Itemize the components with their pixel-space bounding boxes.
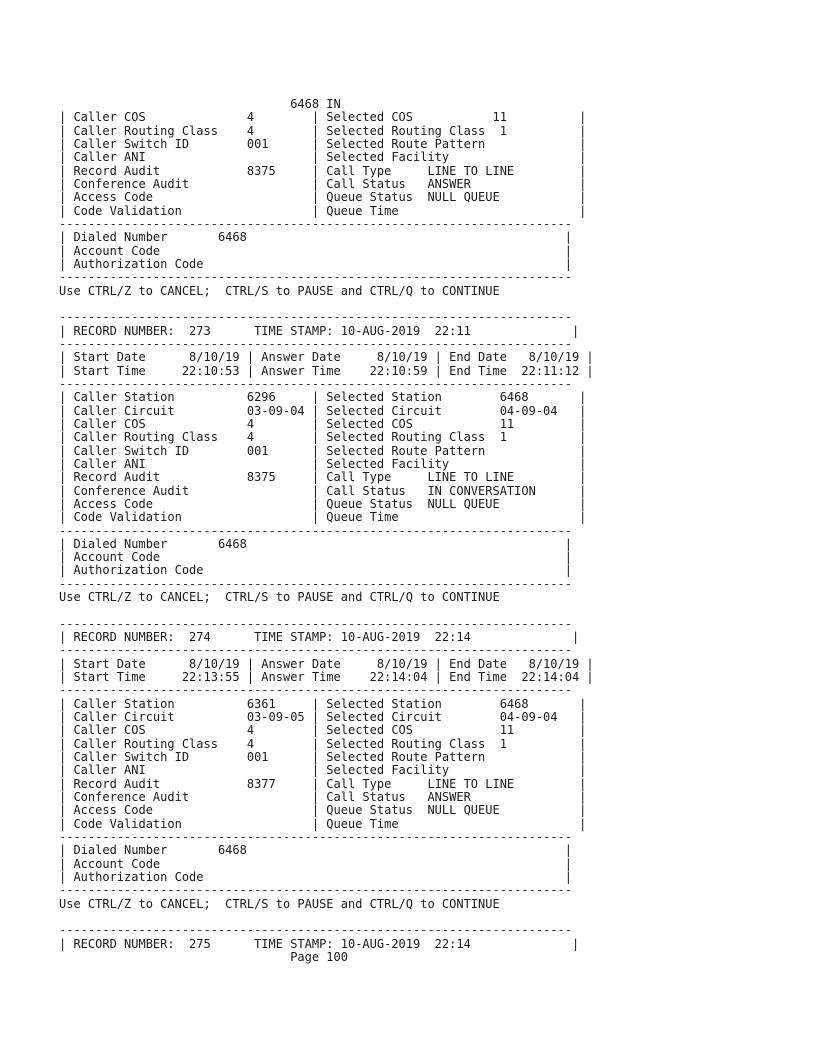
separator-line: ----------------------------------------------------------------------- [59, 336, 572, 351]
separator-line: ----------------------------------------------------------------------- [59, 643, 572, 658]
separator-line: ----------------------------------------------------------------------- [59, 523, 572, 538]
separator-line: ----------------------------------------------------------------------- [59, 830, 572, 845]
call-detail-printout [59, 98, 594, 964]
separator-line: ----------------------------------------------------------------------- [59, 270, 572, 285]
detail-line: | Record Audit 8375 | Call Type LINE TO LINE | [59, 470, 587, 485]
fragment-line: | Record Audit 8375 | Call Type LINE TO LINE | [59, 163, 587, 178]
date-row: | Start Date 8/10/19 | Answer Date 8/10/19 | End Date 8/10/19 | [59, 350, 594, 365]
detail-line: | Code Validation | Queue Time | [59, 510, 587, 525]
fragment-line: 6468 IN [59, 97, 341, 111]
account-line: | Account Code | [59, 856, 572, 871]
detail-line: | Caller Routing Class 4 | Selected Routing Class 1 | [59, 430, 587, 445]
blank-line [59, 911, 594, 924]
record-header: | RECORD NUMBER: 274 TIME STAMP: 10-AUG-2019 22:14 | [59, 630, 580, 645]
separator-line: ----------------------------------------------------------------------- [59, 310, 572, 325]
fragment-line: | Dialed Number 6468 | [59, 230, 572, 245]
blank-line [59, 298, 594, 311]
separator-line: ----------------------------------------------------------------------- [59, 883, 572, 898]
fragment-line: | Account Code | [59, 243, 572, 258]
separator-line: ----------------------------------------------------------------------- [59, 216, 572, 231]
record-274 [59, 618, 594, 911]
authorization-line: | Authorization Code | [59, 870, 572, 885]
detail-line: | Caller Switch ID 001 | Selected Route Pattern | [59, 750, 587, 765]
separator-line: ----------------------------------------------------------------------- [59, 616, 572, 631]
detail-line: | Record Audit 8377 | Call Type LINE TO LINE | [59, 776, 587, 791]
separator-line: ----------------------------------------------------------------------- [59, 376, 572, 391]
authorization-line: | Authorization Code | [59, 563, 572, 578]
detail-line: | Access Code | Queue Status NULL QUEUE | [59, 496, 587, 511]
detail-line: | Caller COS 4 | Selected COS 11 | [59, 416, 587, 431]
detail-line: | Conference Audit | Call Status IN CONVERSATION | [59, 483, 587, 498]
detail-line: | Caller Switch ID 001 | Selected Route Pattern | [59, 443, 587, 458]
date-row: | Start Date 8/10/19 | Answer Date 8/10/19 | End Date 8/10/19 | [59, 656, 594, 671]
fragment-line: | Conference Audit | Call Status ANSWER | [59, 176, 587, 191]
record-275 [59, 924, 594, 951]
blank-line [59, 604, 594, 617]
detail-line: | Caller ANI | Selected Facility | [59, 763, 587, 778]
separator-line: ----------------------------------------------------------------------- [59, 683, 572, 698]
detail-line: | Caller Circuit 03-09-05 | Selected Circuit 04-09-04 | [59, 710, 587, 725]
control-hint: Use CTRL/Z to CANCEL; CTRL/S to PAUSE and CTRL/Q to CONTINUE [59, 590, 500, 605]
dialed-line: | Dialed Number 6468 | [59, 536, 572, 551]
detail-line: | Caller Circuit 03-09-04 | Selected Circuit 04-09-04 | [59, 403, 587, 418]
dialed-line: | Dialed Number 6468 | [59, 843, 572, 858]
detail-line: | Code Validation | Queue Time | [59, 816, 587, 831]
page-number: Page 100 [59, 950, 348, 964]
fragment-line: | Caller Routing Class 4 | Selected Routing Class 1 | [59, 123, 587, 138]
detail-line: | Caller ANI | Selected Facility | [59, 456, 587, 471]
fragment-line: | Access Code | Queue Status NULL QUEUE | [59, 190, 587, 205]
fragment-line: | Caller ANI | Selected Facility | [59, 150, 587, 165]
time-row: | Start Time 22:10:53 | Answer Time 22:10:59 | End Time 22:11:12 | [59, 363, 594, 378]
control-hint: Use CTRL/Z to CANCEL; CTRL/S to PAUSE and CTRL/Q to CONTINUE [59, 283, 500, 298]
fragment-line: | Caller Switch ID 001 | Selected Route Pattern | [59, 136, 587, 151]
record-header: | RECORD NUMBER: 273 TIME STAMP: 10-AUG-2019 22:11 | [59, 323, 580, 338]
detail-line: | Caller Routing Class 4 | Selected Routing Class 1 | [59, 736, 587, 751]
separator-line: ----------------------------------------------------------------------- [59, 923, 572, 938]
fragment-line: | Code Validation | Queue Time | [59, 203, 587, 218]
record-273 [59, 311, 594, 604]
detail-line: | Access Code | Queue Status NULL QUEUE | [59, 803, 587, 818]
record-272-fragment [59, 98, 594, 298]
time-row: | Start Time 22:13:55 | Answer Time 22:14:04 | End Time 22:14:04 | [59, 670, 594, 685]
control-hint: Use CTRL/Z to CANCEL; CTRL/S to PAUSE and CTRL/Q to CONTINUE [59, 896, 500, 911]
detail-line: | Conference Audit | Call Status ANSWER | [59, 790, 587, 805]
fragment-line: | Authorization Code | [59, 256, 572, 271]
record-header: | RECORD NUMBER: 275 TIME STAMP: 10-AUG-2019 22:14 | [59, 936, 580, 951]
detail-line: | Caller COS 4 | Selected COS 11 | [59, 723, 587, 738]
account-line: | Account Code | [59, 550, 572, 565]
fragment-line: | Caller COS 4 | Selected COS 11 | [59, 110, 587, 125]
detail-line: | Caller Station 6361 | Selected Station 6468 | [59, 696, 587, 711]
separator-line: ----------------------------------------------------------------------- [59, 576, 572, 591]
detail-line: | Caller Station 6296 | Selected Station 6468 | [59, 390, 587, 405]
